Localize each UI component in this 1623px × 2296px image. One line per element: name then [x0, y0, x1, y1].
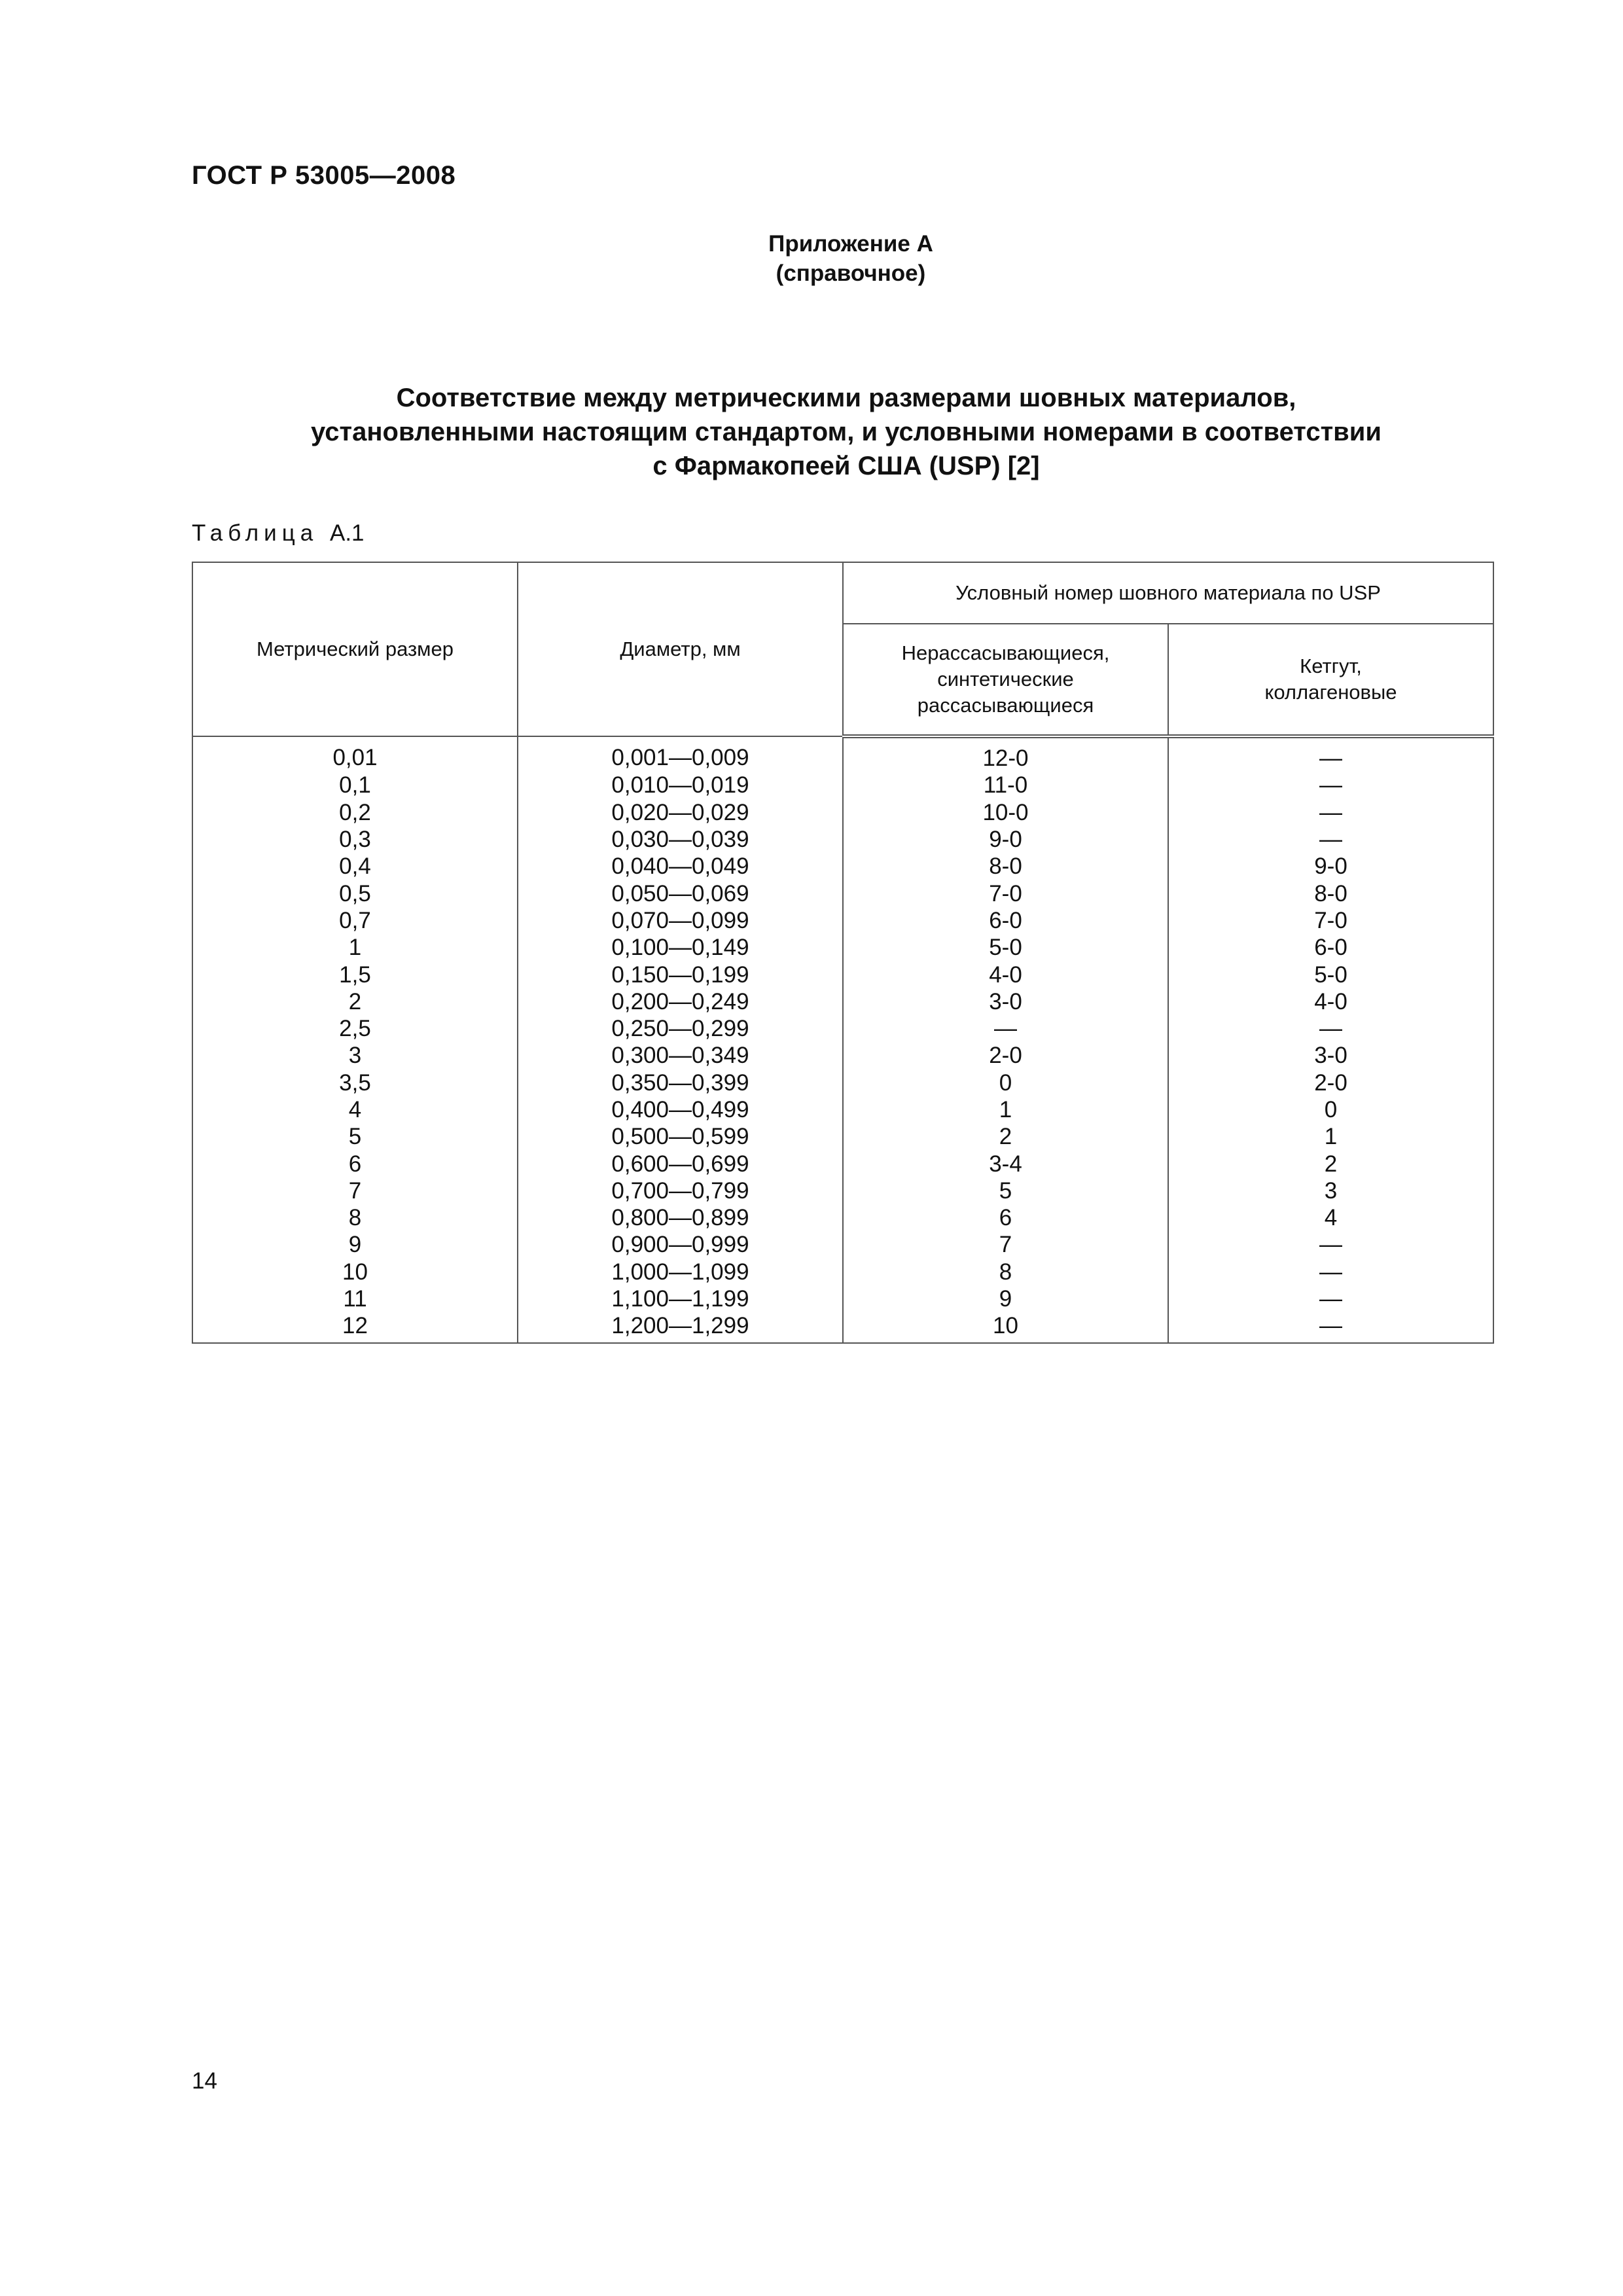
table-caption-word: Таблица [192, 520, 319, 546]
usp-correspondence-table [192, 562, 1494, 1344]
cell-diameter: 0,001—0,009 [518, 736, 843, 772]
cell-usp-catgut: 2 [1168, 1150, 1493, 1177]
header-catgut-line: Кетгут, [1300, 655, 1362, 677]
cell-metric-size: 1,5 [192, 961, 518, 988]
cell-diameter: 0,400—0,499 [518, 1096, 843, 1123]
appendix-label: Приложение А [768, 231, 933, 257]
table-row [192, 1259, 1493, 1285]
cell-usp-nonabsorbable: 8-0 [843, 853, 1168, 880]
cell-usp-nonabsorbable: 11-0 [843, 772, 1168, 798]
table-row [192, 1123, 1493, 1150]
cell-metric-size: 2 [192, 988, 518, 1015]
cell-usp-nonabsorbable: 1 [843, 1096, 1168, 1123]
cell-diameter: 0,010—0,019 [518, 772, 843, 798]
cell-usp-catgut: — [1168, 1015, 1493, 1042]
cell-diameter: 0,300—0,349 [518, 1042, 843, 1069]
cell-usp-nonabsorbable: 12-0 [843, 736, 1168, 772]
table-row [192, 1069, 1493, 1096]
cell-metric-size: 0,2 [192, 799, 518, 826]
cell-usp-nonabsorbable: 6-0 [843, 907, 1168, 934]
cell-diameter: 0,700—0,799 [518, 1177, 843, 1204]
appendix-type: (справочное) [776, 260, 926, 286]
cell-metric-size: 0,5 [192, 880, 518, 906]
table-row [192, 1177, 1493, 1204]
header-nonabsorbable-line: Нерассасывающиеся, [901, 641, 1110, 664]
cell-usp-catgut: 4 [1168, 1204, 1493, 1231]
cell-metric-size: 7 [192, 1177, 518, 1204]
table-caption-number: А.1 [329, 520, 365, 546]
cell-usp-catgut: 2-0 [1168, 1069, 1493, 1096]
header-nonabsorbable [843, 624, 1168, 736]
cell-diameter: 0,070—0,099 [518, 907, 843, 934]
cell-usp-catgut: — [1168, 826, 1493, 853]
cell-usp-nonabsorbable: 2 [843, 1123, 1168, 1150]
table-row [192, 1204, 1493, 1231]
cell-usp-catgut: 8-0 [1168, 880, 1493, 906]
cell-metric-size: 9 [192, 1231, 518, 1258]
table-row [192, 772, 1493, 798]
cell-diameter: 0,150—0,199 [518, 961, 843, 988]
table-row [192, 1042, 1493, 1069]
cell-usp-catgut: 7-0 [1168, 907, 1493, 934]
cell-usp-nonabsorbable: — [843, 1015, 1168, 1042]
cell-usp-catgut: 0 [1168, 1096, 1493, 1123]
table-body [192, 736, 1493, 1343]
cell-usp-catgut: 5-0 [1168, 961, 1493, 988]
cell-metric-size: 10 [192, 1259, 518, 1285]
cell-diameter: 0,200—0,249 [518, 988, 843, 1015]
cell-usp-catgut: 6-0 [1168, 934, 1493, 961]
cell-metric-size: 12 [192, 1312, 518, 1342]
cell-usp-nonabsorbable: 3-4 [843, 1150, 1168, 1177]
cell-usp-catgut: — [1168, 1259, 1493, 1285]
cell-diameter: 0,900—0,999 [518, 1231, 843, 1258]
cell-usp-nonabsorbable: 9 [843, 1285, 1168, 1312]
document-code: ГОСТ Р 53005—2008 [192, 161, 456, 190]
cell-usp-catgut: — [1168, 1231, 1493, 1258]
cell-usp-catgut: 1 [1168, 1123, 1493, 1150]
cell-diameter: 1,000—1,099 [518, 1259, 843, 1285]
title-line-2: установленными настоящим стандартом, и условными номерами в соответствии [311, 418, 1382, 446]
cell-metric-size: 6 [192, 1150, 518, 1177]
cell-usp-catgut: — [1168, 799, 1493, 826]
cell-metric-size: 3 [192, 1042, 518, 1069]
header-metric-size: Метрический размер [192, 562, 518, 736]
cell-metric-size: 8 [192, 1204, 518, 1231]
header-catgut [1168, 624, 1493, 736]
cell-usp-nonabsorbable: 10 [843, 1312, 1168, 1342]
cell-diameter: 1,200—1,299 [518, 1312, 843, 1342]
cell-usp-catgut: 3-0 [1168, 1042, 1493, 1069]
title-line-3: с Фармакопеей США (USP) [2] [652, 452, 1040, 480]
cell-usp-catgut: — [1168, 1312, 1493, 1342]
cell-metric-size: 4 [192, 1096, 518, 1123]
page-number: 14 [192, 2068, 217, 2094]
cell-usp-nonabsorbable: 4-0 [843, 961, 1168, 988]
table-row [192, 880, 1493, 906]
cell-usp-catgut: 3 [1168, 1177, 1493, 1204]
cell-usp-nonabsorbable: 0 [843, 1069, 1168, 1096]
cell-metric-size: 0,7 [192, 907, 518, 934]
cell-metric-size: 1 [192, 934, 518, 961]
cell-usp-nonabsorbable: 5-0 [843, 934, 1168, 961]
header-usp-group: Условный номер шовного материала по USP [843, 562, 1493, 624]
table-caption [192, 520, 365, 547]
title-line-1: Соответствие между метрическими размерами шовных материалов, [396, 384, 1296, 412]
table-row [192, 1096, 1493, 1123]
cell-diameter: 0,050—0,069 [518, 880, 843, 906]
cell-metric-size: 5 [192, 1123, 518, 1150]
cell-usp-nonabsorbable: 5 [843, 1177, 1168, 1204]
header-nonabsorbable-line: рассасывающиеся [917, 694, 1094, 717]
cell-usp-nonabsorbable: 10-0 [843, 799, 1168, 826]
cell-diameter: 0,020—0,029 [518, 799, 843, 826]
cell-diameter: 0,350—0,399 [518, 1069, 843, 1096]
cell-metric-size: 0,4 [192, 853, 518, 880]
cell-diameter: 0,030—0,039 [518, 826, 843, 853]
header-diameter: Диаметр, мм [518, 562, 843, 736]
table-row [192, 961, 1493, 988]
cell-metric-size: 2,5 [192, 1015, 518, 1042]
cell-diameter: 0,500—0,599 [518, 1123, 843, 1150]
table-row [192, 826, 1493, 853]
cell-diameter: 0,250—0,299 [518, 1015, 843, 1042]
table-row [192, 1150, 1493, 1177]
cell-usp-catgut: — [1168, 736, 1493, 772]
cell-diameter: 0,100—0,149 [518, 934, 843, 961]
cell-metric-size: 3,5 [192, 1069, 518, 1096]
cell-usp-nonabsorbable: 7-0 [843, 880, 1168, 906]
header-catgut-line: коллагеновые [1264, 681, 1397, 704]
cell-usp-nonabsorbable: 8 [843, 1259, 1168, 1285]
cell-usp-nonabsorbable: 9-0 [843, 826, 1168, 853]
table-row [192, 736, 1493, 772]
cell-usp-nonabsorbable: 3-0 [843, 988, 1168, 1015]
cell-usp-nonabsorbable: 7 [843, 1231, 1168, 1258]
cell-metric-size: 0,1 [192, 772, 518, 798]
cell-usp-catgut: — [1168, 772, 1493, 798]
cell-usp-nonabsorbable: 2-0 [843, 1042, 1168, 1069]
cell-diameter: 0,040—0,049 [518, 853, 843, 880]
cell-usp-catgut: — [1168, 1285, 1493, 1312]
table-row [192, 1231, 1493, 1258]
header-nonabsorbable-line: синтетические [937, 668, 1074, 691]
table-row [192, 907, 1493, 934]
table-row [192, 1015, 1493, 1042]
appendix-heading [0, 229, 1623, 288]
table-row [192, 988, 1493, 1015]
cell-usp-catgut: 9-0 [1168, 853, 1493, 880]
cell-metric-size: 0,3 [192, 826, 518, 853]
table-row [192, 1285, 1493, 1312]
cell-metric-size: 0,01 [192, 736, 518, 772]
table-row [192, 799, 1493, 826]
cell-diameter: 0,600—0,699 [518, 1150, 843, 1177]
cell-usp-catgut: 4-0 [1168, 988, 1493, 1015]
cell-diameter: 1,100—1,199 [518, 1285, 843, 1312]
appendix-title [192, 381, 1501, 483]
table-row [192, 853, 1493, 880]
cell-usp-nonabsorbable: 6 [843, 1204, 1168, 1231]
table-row [192, 934, 1493, 961]
table-row [192, 1312, 1493, 1342]
cell-diameter: 0,800—0,899 [518, 1204, 843, 1231]
cell-metric-size: 11 [192, 1285, 518, 1312]
